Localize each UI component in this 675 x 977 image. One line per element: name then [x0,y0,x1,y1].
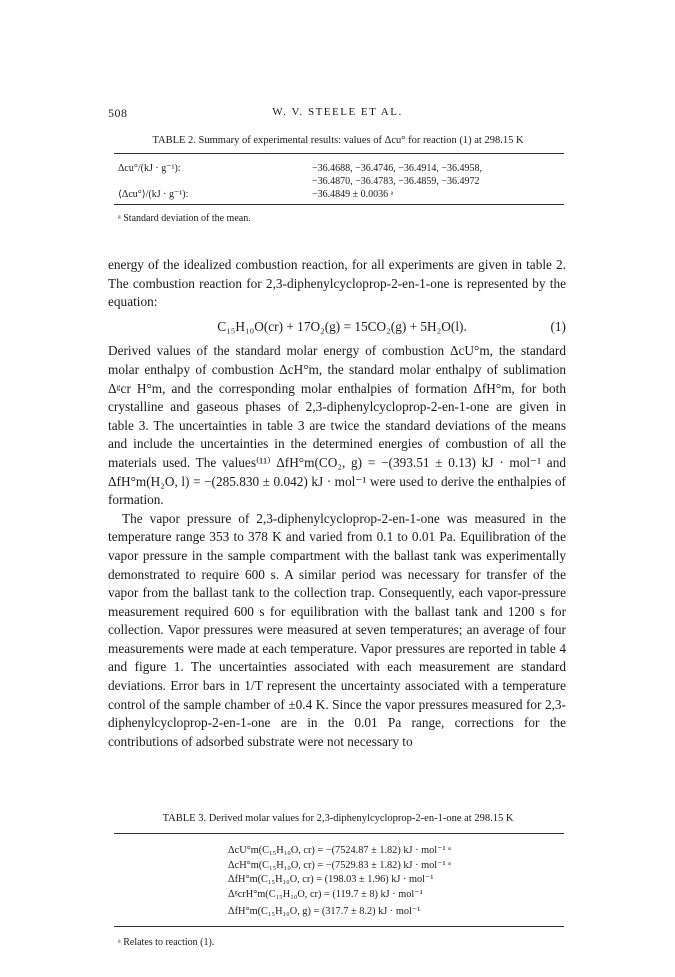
running-head: W. V. STEELE ET AL. [272,106,403,118]
body-text [108,256,566,751]
paragraph: Derived values of the standard molar energy of combustion ΔcU°m, the standard molar enthalpy of combustion ΔcH°m, the standard molar enthalpy of sublimation Δᵍcr H°m, and the corresponding molar enthalpies of formation ΔfH°m, for both crystalline and gaseous phases of 2,3-diphenylcycloprop-2-en-1-one are given in table 3. The uncertainties in table 3 are twice the standard deviations of the means and include the uncertainties in the determined energies of combustion of all the materials used. The values⁽¹¹⁾ ΔfH°m(CO₂, g) = −(393.51 ± 0.13) kJ · mol⁻¹ and ΔfH°m(H₂O, l) = −(285.830 ± 0.042) kJ · mol⁻¹ were used to derive the enthalpies of formation. [108,343,566,508]
table2-bottom-rule [114,204,564,205]
reaction-equation: C₁₅H₁₀O(cr) + 17O₂(g) = 15CO₂(g) + 5H₂O(l). [217,318,467,334]
table3-caption: TABLE 3. Derived molar values for 2,3-diphenylcycloprop-2-en-1-one at 298.15 K [162,813,514,824]
table3-top-rule [114,833,564,834]
table3-footnote: ᵃ Relates to reaction (1). [118,937,215,948]
table3-row: ΔcU°m(C₁₅H₁₀O, cr) = −(7524.87 ± 1.82) kJ · mol⁻¹ ᵃ [228,845,452,856]
table3-bottom-rule [114,926,564,927]
table3-body [228,844,548,920]
equation-line [108,318,566,337]
page-number: 508 [108,106,128,120]
equation-number: (1) [550,318,566,334]
table3-row: ΔᵍcrH°m(C₁₅H₁₀O, cr) = (119.7 ± 8) kJ · mol⁻¹ [228,888,423,900]
table2-row-label: ⟨Δcu°⟩/(kJ · g⁻¹): [118,189,189,200]
table2-row-value: −36.4870, −36.4783, −36.4859, −36.4972 [312,176,480,187]
paragraph: The vapor pressure of 2,3-diphenylcycloprop-2-en-1-one was measured in the temperature range 353 to 378 K and varied from 0.1 to 0.01 Pa. Equilibration of the vapor pressure in the sample compartment with the ballast tank was experimentally demonstrated to require 600 s. A similar period was necessary for transfer of the vapor from the ballast tank to the collection trap. Consequently, each vapor-pressure measurement required 600 s for equilibration with the ballast tank and 1200 s for collection. Vapor pressures were measured at seven temperatures; an average of four measurements were made at each temperature. Vapor pressures are reported in table 4 and figure 1. The uncertainties associated with each measurement are standard deviations. Error bars in 1/T represent the uncertainty associated with a temperature control of the sample chamber of ±0.4 K. Since the vapor pressures measured for 2,3-diphenylcycloprop-2-en-1-one are in the 0.01 Pa range, corrections for the contributions of adsorbed substrate were not necessary to [108,510,566,749]
table2-row-value: −36.4688, −36.4746, −36.4914, −36.4958, [312,163,483,174]
table3-row: ΔfH°m(C₁₅H₁₀O, cr) = (198.03 ± 1.96) kJ · mol⁻¹ [228,874,434,886]
table3-row: ΔfH°m(C₁₅H₁₀O, g) = (317.7 ± 8.2) kJ · mol⁻¹ [228,906,421,918]
table3-row: ΔcH°m(C₁₅H₁₀O, cr) = −(7529.83 ± 1.82) kJ · mol⁻¹ ᵃ [228,859,452,871]
table2-footnote: ᵃ Standard deviation of the mean. [118,213,251,224]
table2-caption: TABLE 2. Summary of experimental results: values of Δcu° for reaction (1) at 298.15 K [152,135,524,146]
table2-top-rule [114,153,564,154]
paragraph: energy of the idealized combustion reaction, for all experiments are given in table 2. The combustion reaction for 2,3-diphenylcycloprop-2-en-1-one is represented by the equation: [108,257,566,310]
table2-row-label: Δcu°/(kJ · g⁻¹): [118,163,181,174]
table2-row-value: −36.4849 ± 0.0036 ᵃ [312,189,394,200]
